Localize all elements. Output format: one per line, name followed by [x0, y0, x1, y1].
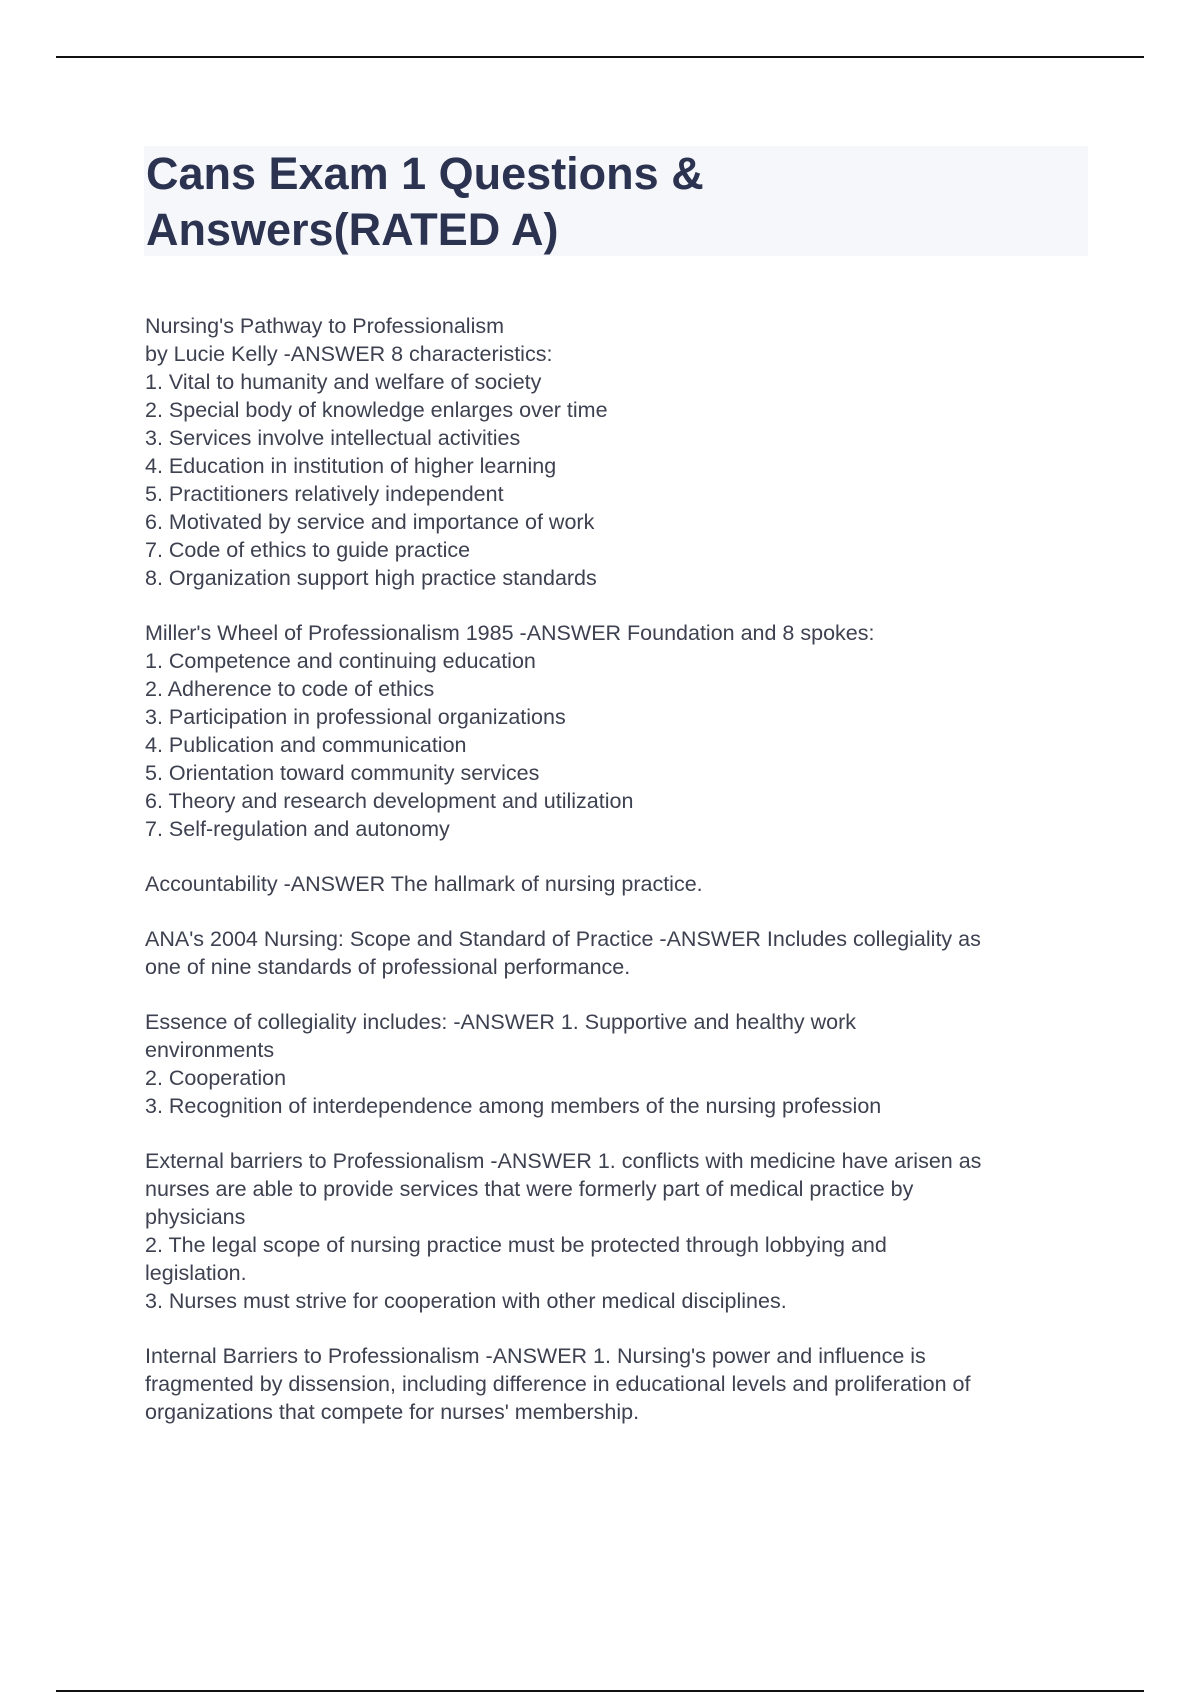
entry-line: one of nine standards of professional performance.: [145, 955, 631, 979]
entry-line: 1. Competence and continuing education: [145, 649, 536, 673]
qa-entry-ana-2004: [145, 925, 1095, 981]
entry-line: 4. Education in institution of higher learning: [145, 454, 557, 478]
entry-line: nurses are able to provide services that were formerly part of medical practice by: [145, 1177, 914, 1201]
entry-line: 3. Nurses must strive for cooperation with other medical disciplines.: [145, 1289, 787, 1313]
title-block: [144, 146, 1088, 256]
qa-entry-professionalism-pathway: [145, 312, 1095, 592]
entry-line: 3. Participation in professional organizations: [145, 705, 566, 729]
entry-line: organizations that compete for nurses' membership.: [145, 1400, 640, 1424]
entry-line: Internal Barriers to Professionalism -ANSWER 1. Nursing's power and influence is: [145, 1344, 926, 1368]
entry-line: 4. Publication and communication: [145, 733, 467, 757]
entry-line: legislation.: [145, 1261, 247, 1285]
entry-line: 2. Cooperation: [145, 1066, 287, 1090]
entry-line: 5. Orientation toward community services: [145, 761, 540, 785]
document-body: [145, 312, 1095, 1453]
entry-line: 5. Practitioners relatively independent: [145, 482, 504, 506]
entry-line: Miller's Wheel of Professionalism 1985 -ANSWER Foundation and 8 spokes:: [145, 621, 875, 645]
entry-line: 6. Motivated by service and importance of work: [145, 510, 595, 534]
entry-line: 2. The legal scope of nursing practice must be protected through lobbying and: [145, 1233, 887, 1257]
entry-line: Nursing's Pathway to Professionalism: [145, 314, 505, 338]
entry-line: 7. Code of ethics to guide practice: [145, 538, 471, 562]
qa-entry-collegiality: [145, 1008, 1095, 1120]
document-title: Cans Exam 1 Questions & Answers(RATED A): [146, 148, 704, 255]
entry-line: 2. Adherence to code of ethics: [145, 677, 435, 701]
entry-line: Accountability -ANSWER The hallmark of nursing practice.: [145, 872, 703, 896]
entry-line: fragmented by dissension, including difference in educational levels and proliferation of: [145, 1372, 971, 1396]
entry-line: 2. Special body of knowledge enlarges over time: [145, 398, 608, 422]
entry-line: 1. Vital to humanity and welfare of society: [145, 370, 542, 394]
qa-entry-accountability: [145, 870, 1095, 898]
entry-line: physicians: [145, 1205, 246, 1229]
entry-line: 3. Services involve intellectual activities: [145, 426, 521, 450]
entry-line: External barriers to Professionalism -ANSWER 1. conflicts with medicine have arisen as: [145, 1149, 982, 1173]
qa-entry-internal-barriers: [145, 1342, 1095, 1426]
entry-line: 8. Organization support high practice standards: [145, 566, 597, 590]
entry-line: by Lucie Kelly -ANSWER 8 characteristics:: [145, 342, 553, 366]
entry-line: environments: [145, 1038, 275, 1062]
entry-line: Essence of collegiality includes: -ANSWER 1. Supportive and healthy work: [145, 1010, 857, 1034]
qa-entry-millers-wheel: [145, 619, 1095, 843]
entry-line: 3. Recognition of interdependence among members of the nursing profession: [145, 1094, 882, 1118]
entry-line: ANA's 2004 Nursing: Scope and Standard of Practice -ANSWER Includes collegiality as: [145, 927, 981, 951]
qa-entry-external-barriers: [145, 1147, 1095, 1315]
page-bottom-rule: [56, 1690, 1144, 1692]
entry-line: 7. Self-regulation and autonomy: [145, 817, 450, 841]
page-top-rule: [56, 56, 1144, 58]
entry-line: 6. Theory and research development and utilization: [145, 789, 634, 813]
